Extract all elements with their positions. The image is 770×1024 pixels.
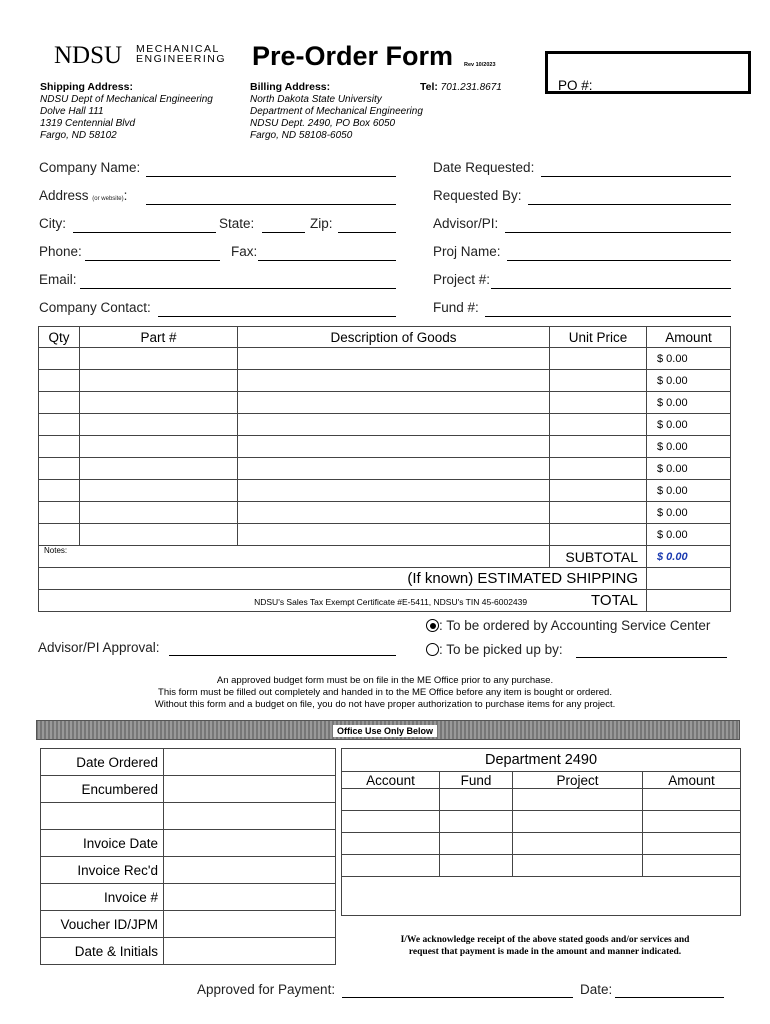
amount-cell: $ 0.00 xyxy=(647,458,731,480)
tel-value: 701.231.8671 xyxy=(440,82,502,93)
office-row-label: Invoice Rec'd xyxy=(41,857,164,884)
revision-label: Rev 10/2023 xyxy=(464,62,496,68)
fund-number-input[interactable] xyxy=(485,316,731,317)
part-cell[interactable] xyxy=(80,348,238,370)
dept-cell[interactable] xyxy=(513,833,643,855)
table-row xyxy=(39,392,731,414)
office-row-value[interactable] xyxy=(164,938,336,965)
project-number-label: Project #: xyxy=(433,272,491,287)
table-row xyxy=(342,833,741,855)
description-cell[interactable] xyxy=(238,502,550,524)
shipping-heading: Shipping Address: xyxy=(40,81,133,93)
subtotal-value: $ 0.00 xyxy=(647,546,731,568)
shipping-line: 1319 Centennial Blvd xyxy=(40,118,136,129)
option-pickup xyxy=(426,642,563,657)
email-label: Email: xyxy=(39,272,77,287)
office-row-value[interactable] xyxy=(164,776,336,803)
dept-cell[interactable] xyxy=(513,789,643,811)
notice-line: Without this form and a budget on file, you do not have proper authorization to purchase items for any project. xyxy=(154,699,616,710)
part-cell[interactable] xyxy=(80,458,238,480)
address-input[interactable] xyxy=(146,204,396,205)
office-row-label: Date Ordered xyxy=(41,749,164,776)
total-value[interactable] xyxy=(647,590,731,612)
office-row-label xyxy=(41,803,164,830)
option-pickup-label: : To be picked up by: xyxy=(439,642,563,657)
unit-price-cell[interactable] xyxy=(550,458,647,480)
company-contact-input[interactable] xyxy=(158,316,396,317)
dept-notes-cell[interactable] xyxy=(342,877,741,916)
office-table xyxy=(40,748,336,965)
office-row-value[interactable] xyxy=(164,830,336,857)
items-table xyxy=(38,326,731,612)
office-row-label: Invoice Date xyxy=(41,830,164,857)
amount-cell: $ 0.00 xyxy=(647,480,731,502)
table-row xyxy=(39,480,731,502)
dept-cell[interactable] xyxy=(342,811,440,833)
notice-line: An approved budget form must be on file in the ME Office prior to any purchase. xyxy=(216,675,554,686)
qty-cell[interactable] xyxy=(39,370,80,392)
table-row xyxy=(39,414,731,436)
billing-line: NDSU Dept. 2490, PO Box 6050 xyxy=(250,118,396,129)
date-requested-label: Date Requested: xyxy=(433,160,535,175)
shipping-label: (If known) ESTIMATED SHIPPING xyxy=(39,568,647,590)
phone-input[interactable] xyxy=(85,260,220,261)
shipping-value[interactable] xyxy=(647,568,731,590)
department-header-row xyxy=(342,772,741,789)
advisor-pi-input[interactable] xyxy=(505,232,731,233)
office-row-value[interactable] xyxy=(164,749,336,776)
shipping-row xyxy=(39,568,731,590)
total-row xyxy=(39,590,731,612)
shipping-line: Dolve Hall 111 xyxy=(40,106,104,117)
state-input[interactable] xyxy=(262,232,305,233)
table-row xyxy=(39,524,731,546)
dept-col-fund: Fund xyxy=(440,772,513,789)
items-header-row xyxy=(39,327,731,348)
part-cell[interactable] xyxy=(80,392,238,414)
advisor-approval-label: Advisor/PI Approval: xyxy=(38,640,160,655)
date-input[interactable] xyxy=(615,997,724,998)
office-row-label: Voucher ID/JPM xyxy=(41,911,164,938)
advisor-approval-input[interactable] xyxy=(169,655,396,656)
office-row-value[interactable] xyxy=(164,884,336,911)
state-label: State: xyxy=(219,216,255,231)
office-row-value[interactable] xyxy=(164,857,336,884)
office-row xyxy=(41,749,336,776)
office-row-label: Date & Initials xyxy=(41,938,164,965)
part-cell[interactable] xyxy=(80,480,238,502)
table-row xyxy=(39,348,731,370)
requested-by-input[interactable] xyxy=(528,204,731,205)
dept-col-amount: Amount xyxy=(643,772,741,789)
dept-cell[interactable] xyxy=(643,855,741,877)
acknowledgement xyxy=(350,934,740,958)
approved-for-payment-label: Approved for Payment: xyxy=(197,982,336,997)
requested-by-label: Requested By: xyxy=(433,188,522,203)
dept-cell[interactable] xyxy=(342,833,440,855)
logo-ndsu: NDSU xyxy=(54,42,123,69)
logo-line-1: MECHANICAL xyxy=(136,43,220,55)
amount-cell: $ 0.00 xyxy=(647,370,731,392)
unit-price-cell[interactable] xyxy=(550,348,647,370)
total-cell xyxy=(39,590,647,612)
option-accounting-label: : To be ordered by Accounting Service Center xyxy=(439,618,711,633)
billing-address xyxy=(250,81,423,142)
table-row xyxy=(39,436,731,458)
unit-price-cell[interactable] xyxy=(550,524,647,546)
shipping-line: NDSU Dept of Mechanical Engineering xyxy=(40,94,213,105)
dept-cell[interactable] xyxy=(440,789,513,811)
qty-cell[interactable] xyxy=(39,348,80,370)
po-input[interactable] xyxy=(596,93,739,94)
ack-line: request that payment is made in the amount and manner indicated. xyxy=(408,947,682,957)
email-input[interactable] xyxy=(80,288,396,289)
part-cell[interactable] xyxy=(80,524,238,546)
shipping-address xyxy=(40,81,213,142)
dept-cell[interactable] xyxy=(643,811,741,833)
amount-cell: $ 0.00 xyxy=(647,524,731,546)
table-row xyxy=(342,811,741,833)
amount-cell: $ 0.00 xyxy=(647,436,731,458)
office-row xyxy=(41,803,336,830)
office-row xyxy=(41,884,336,911)
unit-price-cell[interactable] xyxy=(550,370,647,392)
tel-label: Tel: xyxy=(420,81,438,93)
telephone xyxy=(420,81,502,94)
company-name-input[interactable] xyxy=(146,176,396,177)
description-cell[interactable] xyxy=(238,436,550,458)
col-description: Description of Goods xyxy=(238,327,550,348)
qty-cell[interactable] xyxy=(39,436,80,458)
description-cell[interactable] xyxy=(238,480,550,502)
dept-cell[interactable] xyxy=(643,833,741,855)
col-part: Part # xyxy=(80,327,238,348)
office-row-value[interactable] xyxy=(164,803,336,830)
unit-price-cell[interactable] xyxy=(550,480,647,502)
part-cell[interactable] xyxy=(80,502,238,524)
date-label: Date: xyxy=(580,982,613,997)
proj-name-label: Proj Name: xyxy=(433,244,501,259)
qty-cell[interactable] xyxy=(39,458,80,480)
zip-label: Zip: xyxy=(310,216,333,231)
description-cell[interactable] xyxy=(238,348,550,370)
department-title: Department 2490 xyxy=(342,749,741,772)
po-label: PO #: xyxy=(558,78,593,93)
company-name-label: Company Name: xyxy=(39,160,141,175)
office-row xyxy=(41,830,336,857)
project-number-input[interactable] xyxy=(491,288,731,289)
amount-cell: $ 0.00 xyxy=(647,502,731,524)
company-contact-label: Company Contact: xyxy=(39,300,151,315)
table-row xyxy=(342,855,741,877)
dept-cell[interactable] xyxy=(440,833,513,855)
dept-col-account: Account xyxy=(342,772,440,789)
office-row xyxy=(41,938,336,965)
qty-cell[interactable] xyxy=(39,480,80,502)
description-cell[interactable] xyxy=(238,414,550,436)
billing-heading: Billing Address: xyxy=(250,81,331,93)
unit-price-cell[interactable] xyxy=(550,392,647,414)
dept-cell[interactable] xyxy=(342,789,440,811)
tax-note: NDSU's Sales Tax Exempt Certificate #E-5411, NDSU's TIN 45-6002439 xyxy=(254,597,528,607)
description-cell[interactable] xyxy=(238,392,550,414)
radio-accounting[interactable] xyxy=(426,619,439,632)
table-row xyxy=(39,502,731,524)
zip-input[interactable] xyxy=(338,232,396,233)
part-cell[interactable] xyxy=(80,414,238,436)
col-qty: Qty xyxy=(39,327,80,348)
phone-label: Phone: xyxy=(39,244,82,259)
shipping-line: Fargo, ND 58102 xyxy=(40,130,117,141)
qty-cell[interactable] xyxy=(39,392,80,414)
dept-cell[interactable] xyxy=(513,855,643,877)
city-input[interactable] xyxy=(73,232,216,233)
option-accounting xyxy=(426,618,710,633)
ack-line: I/We acknowledge receipt of the above stated goods and/or services and xyxy=(400,935,690,945)
logo-department xyxy=(136,44,226,64)
dept-cell[interactable] xyxy=(643,789,741,811)
amount-cell: $ 0.00 xyxy=(647,348,731,370)
unit-price-cell[interactable] xyxy=(550,502,647,524)
table-row xyxy=(342,789,741,811)
billing-line: Fargo, ND 58108-6050 xyxy=(250,130,353,141)
qty-cell[interactable] xyxy=(39,414,80,436)
part-cell[interactable] xyxy=(80,436,238,458)
city-label: City: xyxy=(39,216,66,231)
unit-price-cell[interactable] xyxy=(550,436,647,458)
notes-label[interactable]: Notes: xyxy=(39,546,550,568)
table-row xyxy=(39,458,731,480)
qty-cell[interactable] xyxy=(39,524,80,546)
billing-line: Department of Mechanical Engineering xyxy=(250,106,423,117)
description-cell[interactable] xyxy=(238,524,550,546)
dept-cell[interactable] xyxy=(513,811,643,833)
office-row-label: Encumbered xyxy=(41,776,164,803)
dept-col-project: Project xyxy=(513,772,643,789)
billing-line: North Dakota State University xyxy=(250,94,382,105)
amount-cell: $ 0.00 xyxy=(647,414,731,436)
subtotal-row xyxy=(39,546,731,568)
office-row-label: Invoice # xyxy=(41,884,164,911)
table-row xyxy=(39,370,731,392)
office-row xyxy=(41,776,336,803)
fax-label: Fax: xyxy=(231,244,258,259)
dept-cell[interactable] xyxy=(342,855,440,877)
logo-line-2: ENGINEERING xyxy=(136,53,227,65)
fax-input[interactable] xyxy=(258,260,396,261)
office-row-value[interactable] xyxy=(164,911,336,938)
part-cell[interactable] xyxy=(80,370,238,392)
total-label: TOTAL xyxy=(591,592,638,609)
office-row xyxy=(41,911,336,938)
form-title: Pre-Order Form xyxy=(252,41,454,71)
proj-name-input[interactable] xyxy=(507,260,731,261)
advisor-pi-label: Advisor/PI: xyxy=(433,216,499,231)
col-unit-price: Unit Price xyxy=(550,327,647,348)
radio-pickup[interactable] xyxy=(426,643,439,656)
pickup-by-input[interactable] xyxy=(576,657,727,658)
dept-cell[interactable] xyxy=(440,855,513,877)
office-use-label: Office Use Only Below xyxy=(0,726,770,736)
notice-line: This form must be filled out completely and handed in to the ME Office before any item is bought or ordered. xyxy=(158,687,612,698)
notice-text xyxy=(0,675,770,711)
description-cell[interactable] xyxy=(238,370,550,392)
description-cell[interactable] xyxy=(238,458,550,480)
col-amount: Amount xyxy=(647,327,731,348)
amount-cell: $ 0.00 xyxy=(647,392,731,414)
department-table xyxy=(341,748,741,916)
office-row xyxy=(41,857,336,884)
address-label: Address (or website): xyxy=(39,188,128,203)
unit-price-cell[interactable] xyxy=(550,414,647,436)
dept-cell[interactable] xyxy=(440,811,513,833)
qty-cell[interactable] xyxy=(39,502,80,524)
approved-for-payment-input[interactable] xyxy=(342,997,573,998)
subtotal-label: SUBTOTAL xyxy=(550,546,647,568)
date-requested-input[interactable] xyxy=(541,176,731,177)
fund-number-label: Fund #: xyxy=(433,300,479,315)
